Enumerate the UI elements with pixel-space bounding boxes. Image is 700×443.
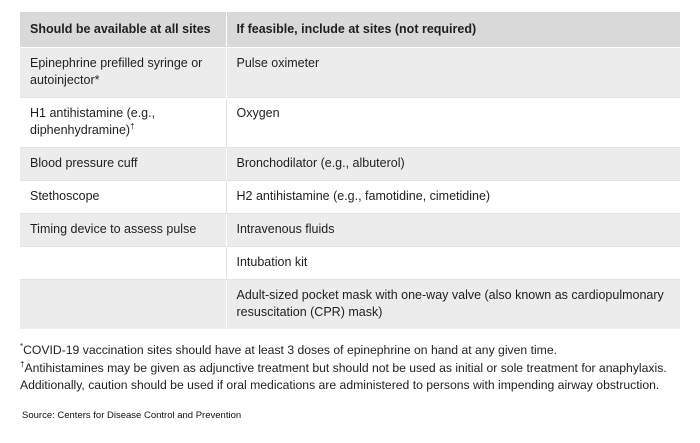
footnote-antihistamines — [20, 360, 690, 395]
optional-item-cell: Adult-sized pocket mask with one-way valve (also known as cardiopulmonary resuscitation (CPR) mask) — [226, 280, 680, 330]
source-credit: Source: Centers for Disease Control and Prevention — [22, 410, 242, 421]
footnote-epinephrine — [20, 342, 690, 360]
optional-item-cell: Intubation kit — [226, 247, 680, 280]
optional-item-cell: H2 antihistamine (e.g., famotidine, cimetidine) — [226, 181, 680, 214]
required-item-text: H1 antihistamine (e.g., diphenhydramine) — [30, 106, 156, 137]
required-item-cell: Blood pressure cuff — [20, 148, 226, 181]
table-row — [20, 280, 680, 330]
optional-item-cell: Bronchodilator (e.g., albuterol) — [226, 148, 680, 181]
table-body — [20, 48, 680, 330]
header-optional: If feasible, include at sites (not required) — [226, 12, 680, 48]
optional-item-cell: Oxygen — [226, 98, 680, 148]
dagger-footnote-marker: † — [130, 121, 135, 131]
table-row — [20, 247, 680, 280]
required-item-cell — [20, 98, 226, 148]
table-row — [20, 48, 680, 98]
anaphylaxis-supplies-table — [20, 12, 680, 329]
table-row — [20, 181, 680, 214]
dagger-footnote-marker: † — [20, 359, 25, 369]
table-header — [20, 12, 680, 48]
required-item-cell: Stethoscope — [20, 181, 226, 214]
table-footnotes — [20, 342, 690, 395]
header-row — [20, 12, 680, 48]
table-row — [20, 214, 680, 247]
optional-item-cell: Pulse oximeter — [226, 48, 680, 98]
table-row — [20, 98, 680, 148]
header-required: Should be available at all sites — [20, 12, 226, 48]
asterisk-footnote-marker: * — [20, 341, 24, 351]
optional-item-cell: Intravenous fluids — [226, 214, 680, 247]
required-item-cell: Epinephrine prefilled syringe or autoinjector* — [20, 48, 226, 98]
required-item-cell — [20, 247, 226, 280]
table-row — [20, 148, 680, 181]
footnote-epinephrine-text: COVID-19 vaccination sites should have at least 3 doses of epinephrine on hand at any given time. — [23, 343, 557, 357]
supplies-table-container — [20, 12, 680, 329]
required-item-cell: Timing device to assess pulse — [20, 214, 226, 247]
footnote-antihistamines-text: Antihistamines may be given as adjunctive treatment but should not be used as initial or sole treatment for anaphylaxis. Additionally, caution should be used if oral medications are administered to persons with impending airway obstruction. — [20, 360, 667, 392]
required-item-cell — [20, 280, 226, 330]
